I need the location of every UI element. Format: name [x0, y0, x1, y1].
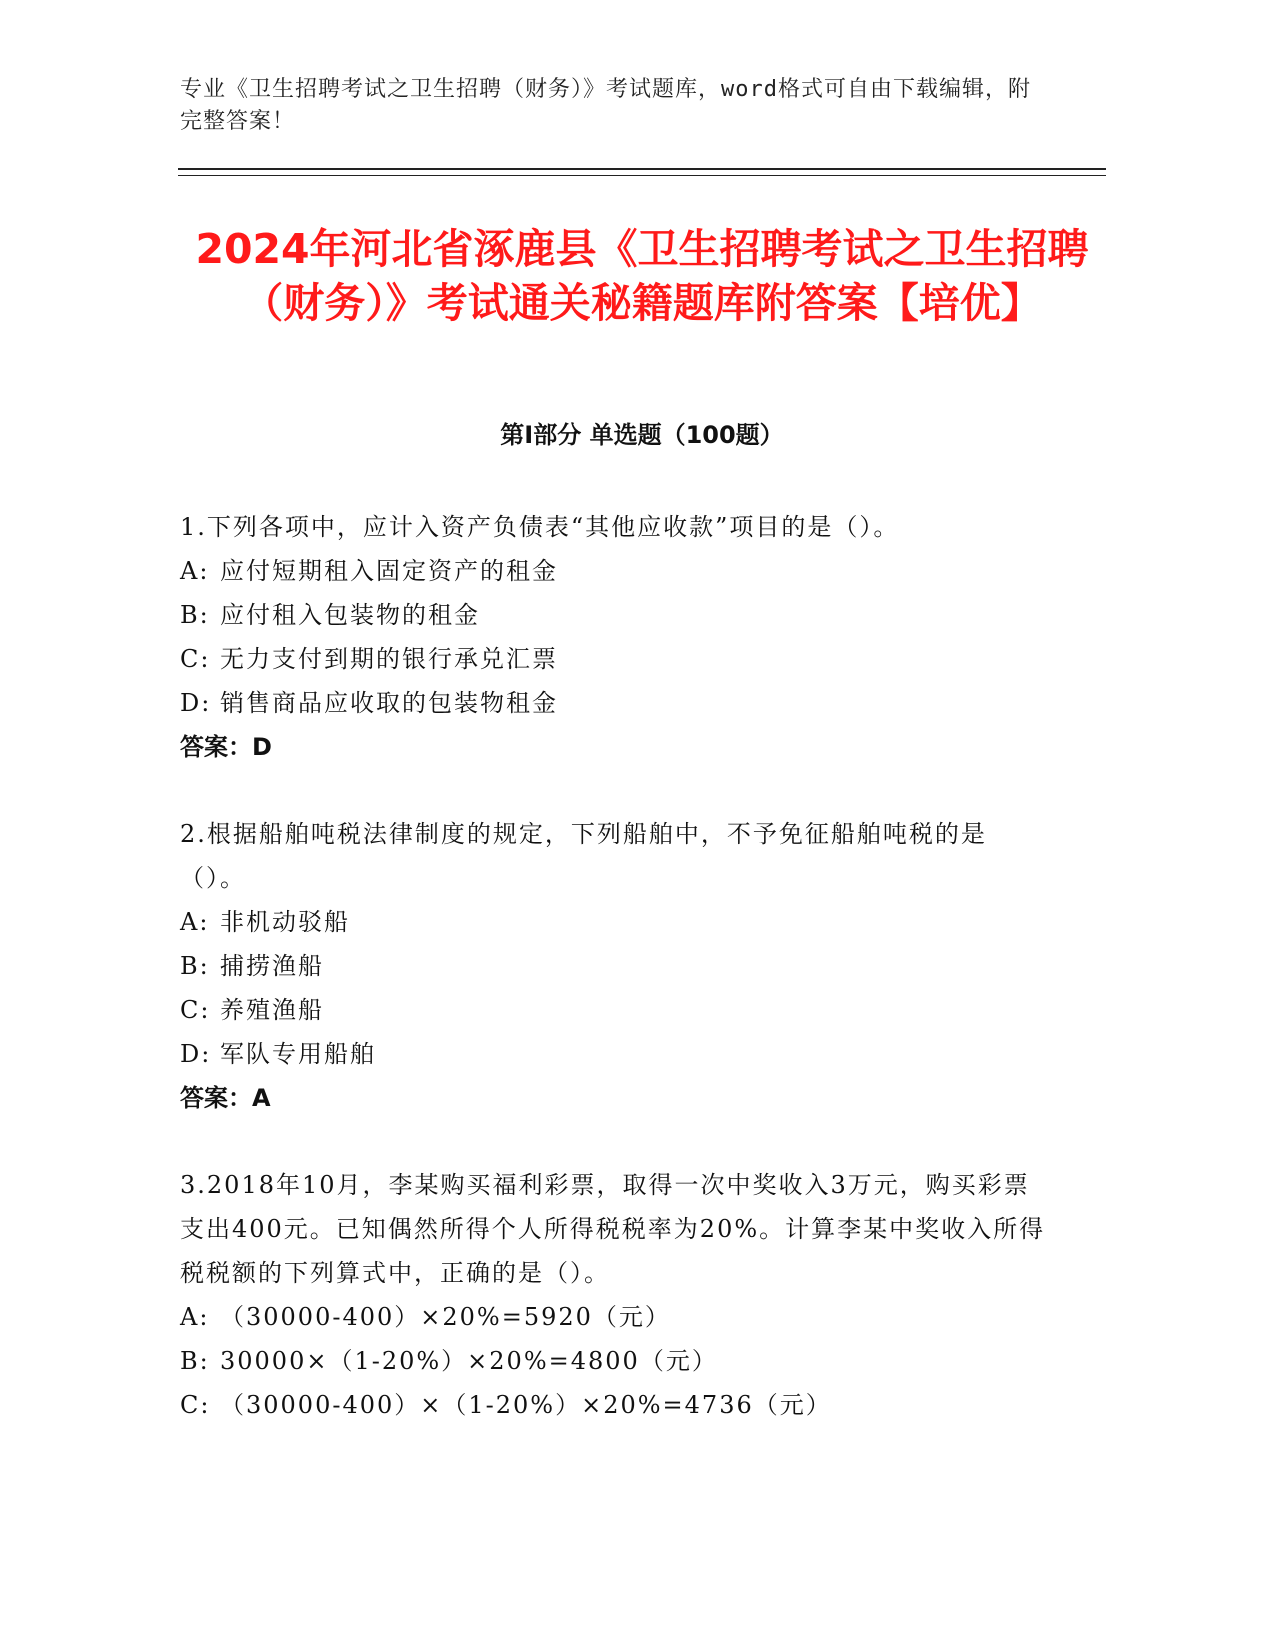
option-a — [180, 1295, 1050, 1339]
option-text: 应付短期租入固定资产的租金 — [220, 557, 558, 585]
option-b — [180, 1339, 1050, 1383]
option-a — [180, 900, 1050, 944]
question-list — [180, 505, 1050, 1470]
option-text: 非机动驳船 — [220, 908, 350, 936]
question-stem: 1.下列各项中，应计入资产负债表“其他应收款”项目的是（）。 — [180, 513, 900, 541]
option-text: 军队专用船舶 — [220, 1040, 376, 1068]
question-1 — [180, 505, 1050, 769]
option-b — [180, 944, 1050, 988]
option-text: （30000-400）×20%=5920（元） — [220, 1303, 671, 1331]
option-a — [180, 549, 1050, 593]
option-key: B: — [180, 1347, 210, 1375]
option-key: B: — [180, 952, 210, 980]
header-divider-thin — [178, 175, 1106, 176]
option-text: 应付租入包装物的租金 — [220, 601, 480, 629]
option-text: 捕捞渔船 — [220, 952, 324, 980]
option-key: C: — [180, 645, 211, 673]
option-key: A: — [180, 557, 210, 585]
section-title: 第I部分 单选题（100题） — [500, 421, 784, 449]
answer-line: 答案：A — [180, 1084, 271, 1112]
option-key: D: — [180, 689, 212, 717]
option-c — [180, 637, 1050, 681]
option-text: 销售商品应收取的包装物租金 — [220, 689, 558, 717]
option-c — [180, 988, 1050, 1032]
option-d — [180, 681, 1050, 725]
document-title: 2024年河北省涿鹿县《卫生招聘考试之卫生招聘（财务）》考试通关秘籍题库附答案【培优】 — [195, 225, 1089, 327]
question-3 — [180, 1163, 1050, 1427]
question-stem: 2.根据船舶吨税法律制度的规定，下列船舶中，不予免征船舶吨税的是（）。 — [180, 820, 987, 892]
option-text: 无力支付到期的银行承兑汇票 — [220, 645, 558, 673]
header-note: 专业《卫生招聘考试之卫生招聘（财务）》考试题库，word格式可自由下载编辑，附完整答案！ — [180, 77, 1031, 134]
option-text: （30000-400）×（1-20%）×20%=4736（元） — [220, 1391, 832, 1419]
option-c — [180, 1383, 1050, 1427]
option-key: D: — [180, 1040, 212, 1068]
question-stem: 3.2018年10月，李某购买福利彩票，取得一次中奖收入3万元，购买彩票支出400元。已知偶然所得个人所得税税率为20%。计算李某中奖收入所得税税额的下列算式中，正确的是（）。 — [180, 1171, 1046, 1287]
option-text: 养殖渔船 — [220, 996, 324, 1024]
option-key: B: — [180, 601, 210, 629]
option-key: C: — [180, 996, 211, 1024]
option-text: 30000×（1-20%）×20%=4800（元） — [220, 1347, 718, 1375]
answer-line: 答案：D — [180, 733, 272, 761]
option-b — [180, 593, 1050, 637]
option-key: C: — [180, 1391, 211, 1419]
question-2 — [180, 812, 1050, 1120]
header-divider-thick — [178, 168, 1106, 170]
option-d — [180, 1032, 1050, 1076]
option-key: A: — [180, 908, 210, 936]
option-key: A: — [180, 1303, 210, 1331]
